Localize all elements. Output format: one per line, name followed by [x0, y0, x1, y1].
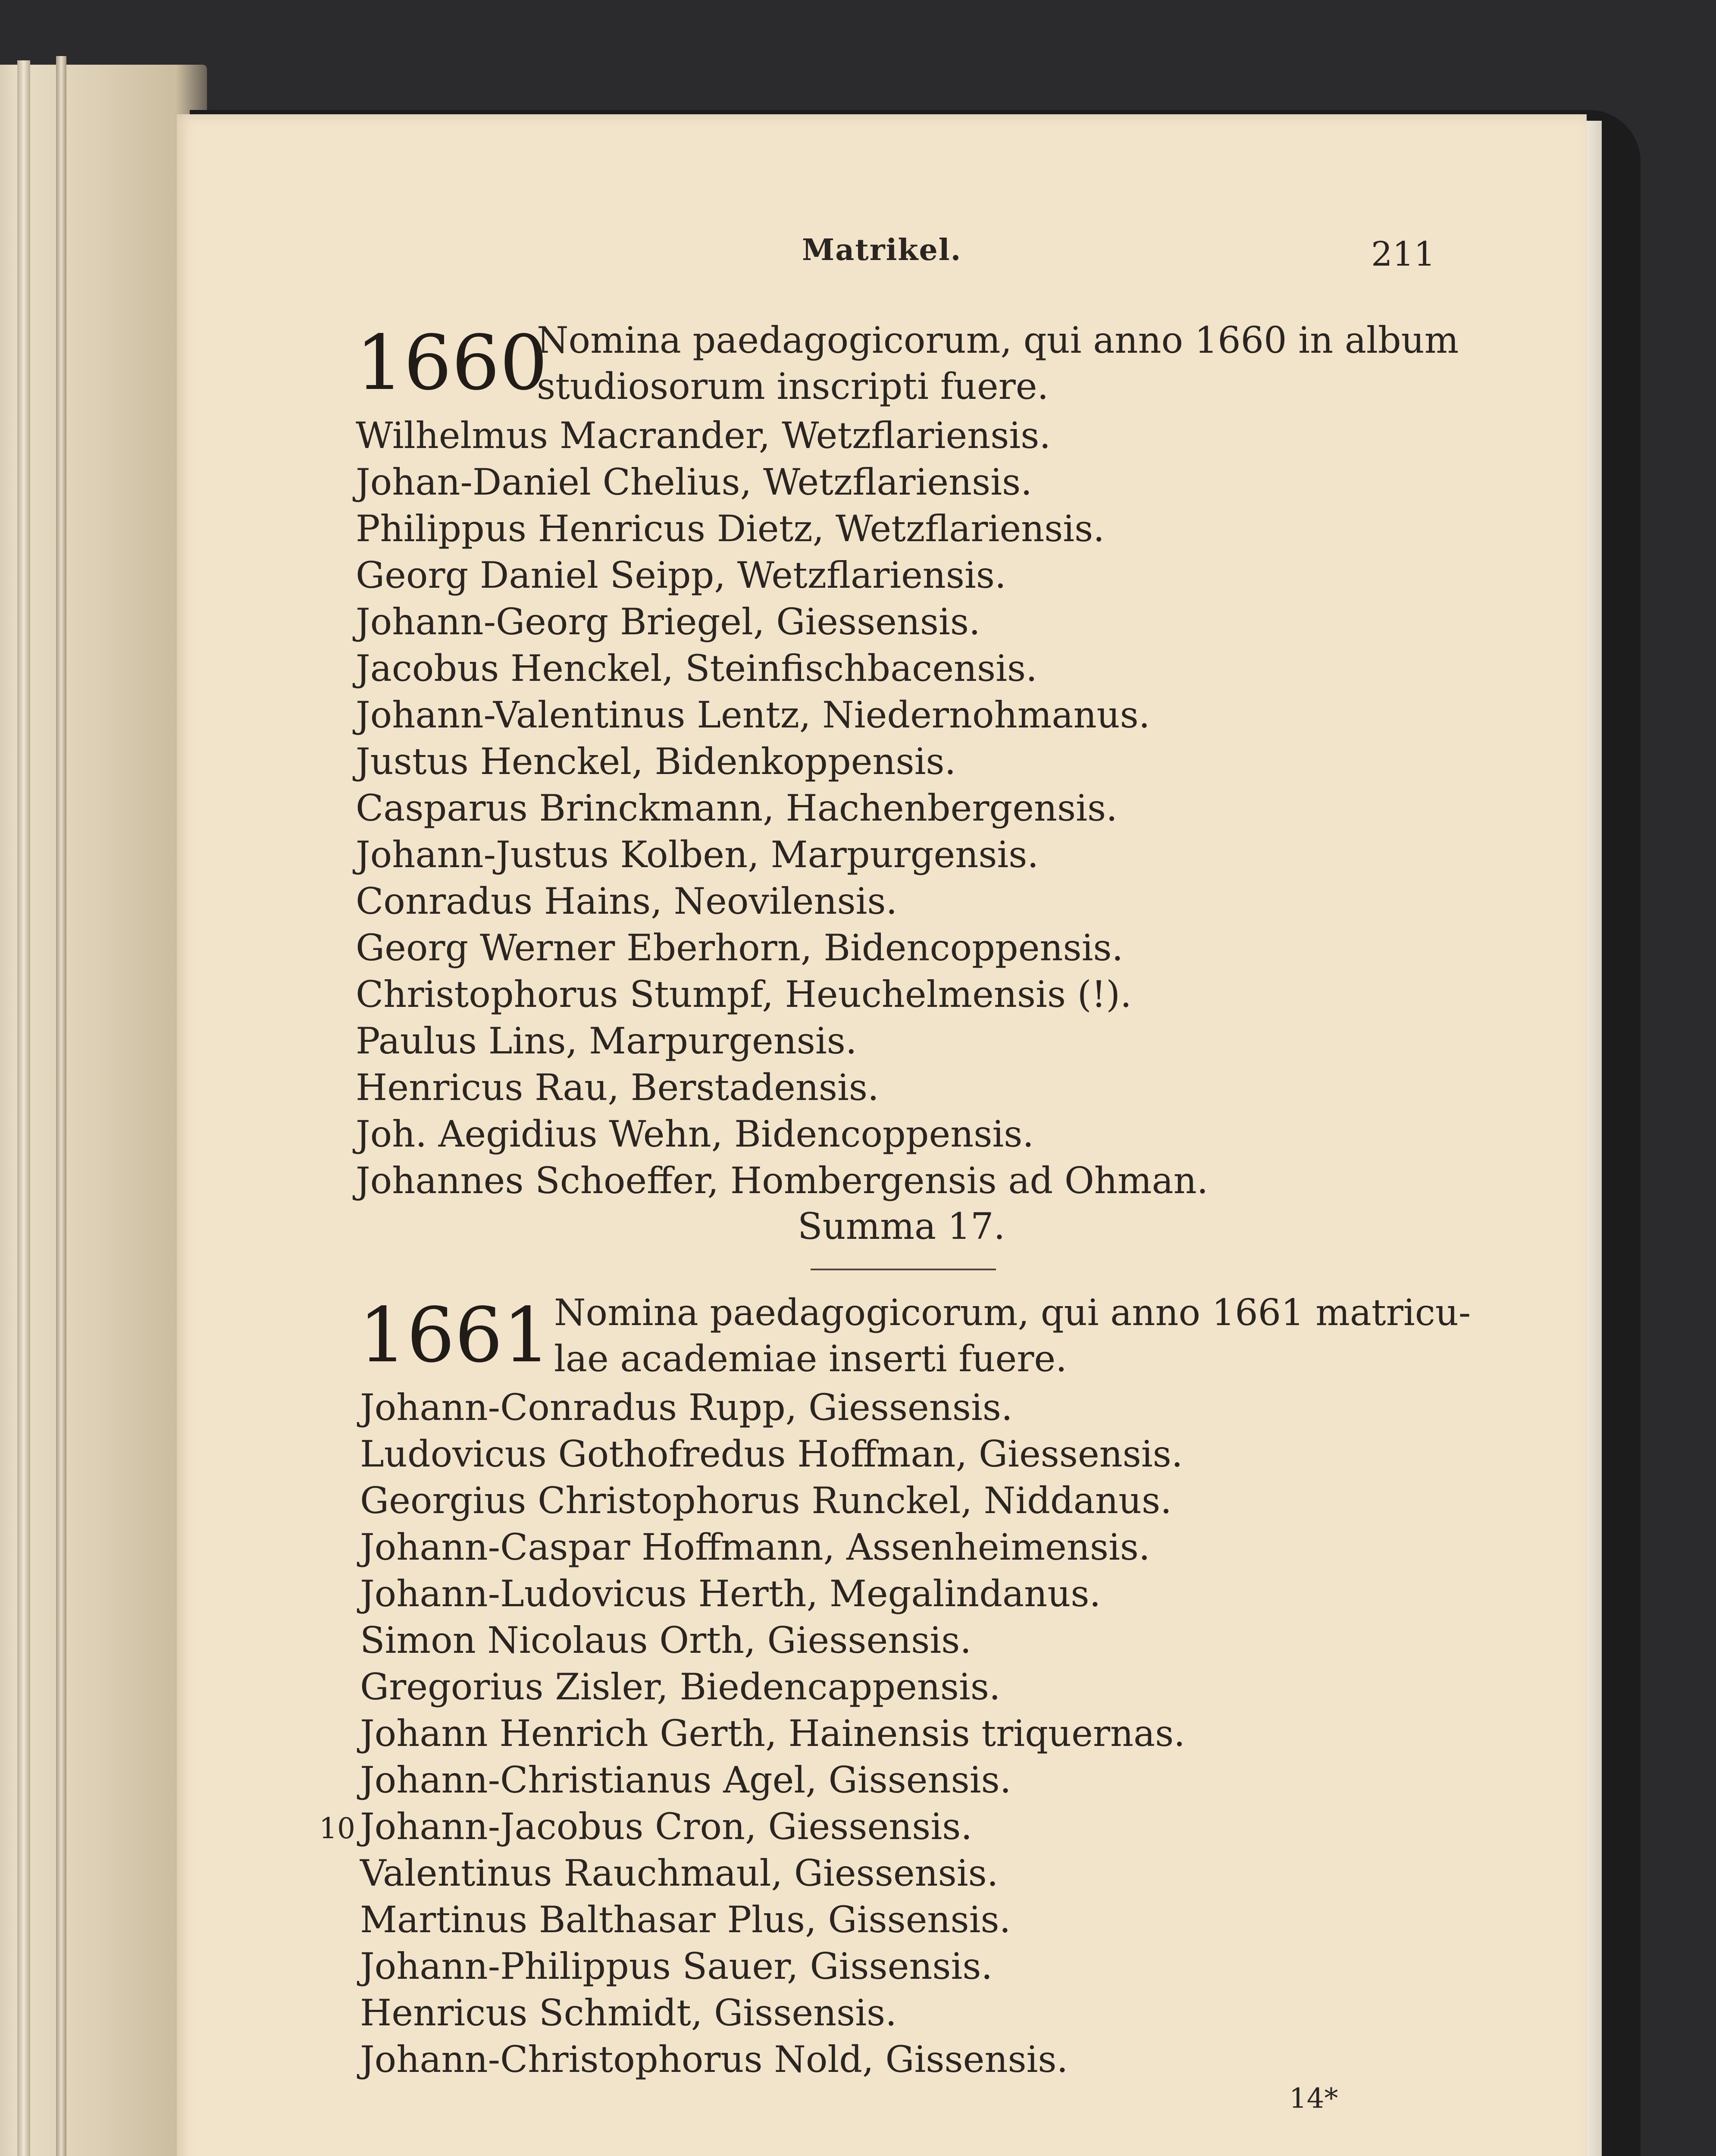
name-entry-1660: Johann-Georg Briegel, Giessensis.: [356, 601, 980, 643]
intro-1660-line-2: studiosorum inscripti fuere.: [537, 365, 1049, 407]
name-entry-1660: Johannes Schoeffer, Hombergensis ad Ohman.: [356, 1159, 1209, 1202]
name-entry-1660: Christophorus Stumpf, Heuchelmensis (!).: [356, 973, 1132, 1015]
name-entry-1660: Johann-Valentinus Lentz, Niedernohmanus.: [356, 694, 1150, 736]
margin-line-number: 10: [319, 1812, 355, 1845]
name-entry-1660: Georg Werner Eberhorn, Bidencoppensis.: [356, 927, 1124, 969]
name-entry-1661: Valentinus Rauchmaul, Giessensis.: [360, 1852, 999, 1894]
left-page-edge-inner: [56, 56, 66, 2156]
name-entry-1661: Johann-Christianus Agel, Gissensis.: [360, 1759, 1011, 1801]
name-entry-1660: Georg Daniel Seipp, Wetzflariensis.: [356, 554, 1006, 596]
name-entry-1661: Johann-Caspar Hoffmann, Assenheimensis.: [360, 1526, 1150, 1568]
name-entry-1660: Johan-Daniel Chelius, Wetzflariensis.: [356, 461, 1032, 503]
signature-mark: 14*: [1289, 2083, 1338, 2115]
name-entry-1660: Justus Henckel, Bidenkoppensis.: [356, 740, 956, 783]
name-entry-1660: Conradus Hains, Neovilensis.: [356, 880, 898, 922]
name-entry-1661: Johann-Conradus Rupp, Giessensis.: [360, 1386, 1013, 1429]
name-entry-1661: Johann Henrich Gerth, Hainensis triquernas.: [360, 1712, 1185, 1755]
intro-1660-line-1: Nomina paedagogicorum, qui anno 1660 in album: [537, 319, 1459, 361]
name-entry-1661: Simon Nicolaus Orth, Giessensis.: [360, 1619, 972, 1661]
name-entry-1660: Philippus Henricus Dietz, Wetzflariensis.: [356, 508, 1105, 550]
name-entry-1661: Johann-Ludovicus Herth, Megalindanus.: [360, 1573, 1101, 1615]
running-head: Matrikel.: [802, 233, 962, 267]
name-entry-1660: Jacobus Henckel, Steinfischbacensis.: [356, 647, 1037, 689]
left-page: [0, 65, 207, 2156]
name-entry-1661: Martinus Balthasar Plus, Gissensis.: [360, 1899, 1011, 1941]
summa-total: Summa 17.: [798, 1205, 1005, 1247]
name-entry-1661: Johann-Philippus Sauer, Gissensis.: [360, 1945, 993, 1987]
year-heading-1661: 1661: [359, 1292, 551, 1379]
name-entry-1660: Joh. Aegidius Wehn, Bidencoppensis.: [356, 1113, 1034, 1155]
name-entry-1660: Johann-Justus Kolben, Marpurgensis.: [356, 834, 1039, 876]
name-entry-1660: Paulus Lins, Marpurgensis.: [356, 1020, 857, 1062]
name-entry-1661: Georgius Christophorus Runckel, Niddanus.: [360, 1479, 1172, 1522]
intro-1661-line-2: lae academiae inserti fuere.: [554, 1338, 1067, 1380]
name-entry-1660: Casparus Brinckmann, Hachenbergensis.: [356, 787, 1118, 829]
intro-1661-line-1: Nomina paedagogicorum, qui anno 1661 matricu-: [554, 1291, 1471, 1334]
year-heading-1660: 1660: [356, 320, 548, 407]
name-entry-1660: Henricus Rau, Berstadensis.: [356, 1066, 879, 1109]
page-number: 211: [1371, 235, 1435, 274]
name-entry-1661: Ludovicus Gothofredus Hoffman, Giessensis.: [360, 1433, 1183, 1475]
name-entry-1661: Henricus Schmidt, Gissensis.: [360, 1992, 897, 2034]
name-entry-1661: Johann-Jacobus Cron, Giessensis.: [360, 1805, 973, 1848]
name-entry-1660: Wilhelmus Macrander, Wetzflariensis.: [356, 414, 1051, 457]
name-entry-1661: Gregorius Zisler, Biedencappensis.: [360, 1666, 1001, 1708]
left-page-edge: [17, 60, 30, 2156]
section-divider: [811, 1269, 996, 1270]
name-entry-1661: Johann-Christophorus Nold, Gissensis.: [360, 2038, 1068, 2081]
